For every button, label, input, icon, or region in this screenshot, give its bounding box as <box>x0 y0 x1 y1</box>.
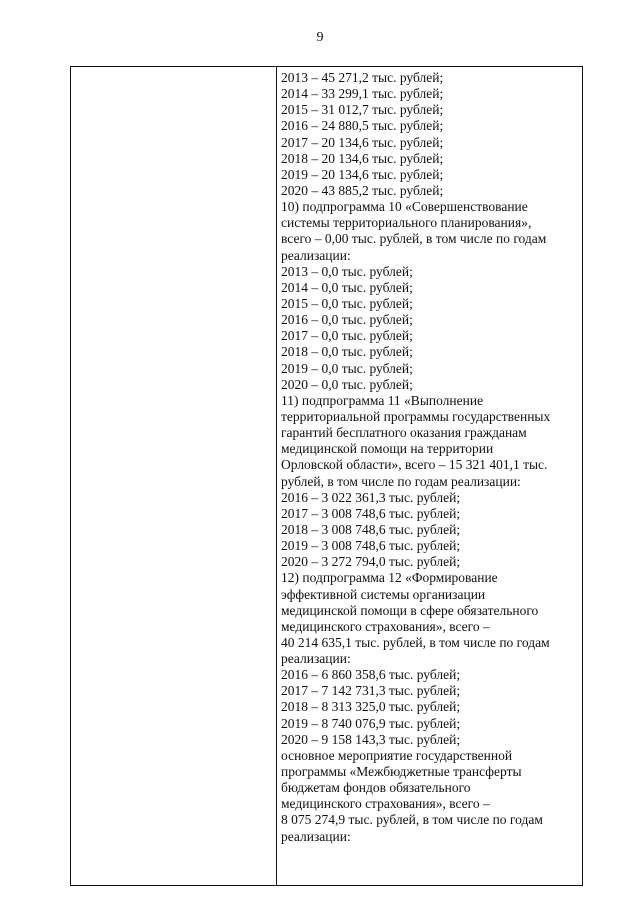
text-line: 2016 – 3 022 361,3 тыс. рублей; <box>281 489 461 505</box>
text-line: 2018 – 0,0 тыс. рублей; <box>281 344 413 360</box>
text-line: 2019 – 0,0 тыс. рублей; <box>281 360 413 376</box>
text-line: 2018 – 20 134,6 тыс. рублей; <box>281 150 444 166</box>
text-line: 2017 – 3 008 748,6 тыс. рублей; <box>281 505 461 521</box>
text-line: 2014 – 0,0 тыс. рублей; <box>281 279 413 295</box>
text-line: 2020 – 43 885,2 тыс. рублей; <box>281 182 444 198</box>
text-line: 12) подпрограмма 12 «Формирование <box>281 570 498 586</box>
text-line: основное мероприятие государственной <box>281 747 513 763</box>
text-line: медицинского страхования», всего – <box>281 796 490 812</box>
text-line: 2014 – 33 299,1 тыс. рублей; <box>281 86 444 102</box>
text-line: рублей, в том числе по годам реализации: <box>281 473 521 489</box>
text-line: медицинской помощи на территории <box>281 441 494 457</box>
text-line: 2020 – 3 272 794,0 тыс. рублей; <box>281 554 461 570</box>
text-line: 2020 – 9 158 143,3 тыс. рублей; <box>281 731 461 747</box>
text-line: 2017 – 7 142 731,3 тыс. рублей; <box>281 683 461 699</box>
text-line: гарантий бесплатного оказания гражданам <box>281 425 527 441</box>
text-line: 2013 – 0,0 тыс. рублей; <box>281 263 413 279</box>
text-line: реализации: <box>281 828 351 844</box>
text-line: 2019 – 20 134,6 тыс. рублей; <box>281 166 444 182</box>
text-line: 2019 – 3 008 748,6 тыс. рублей; <box>281 538 461 554</box>
text-line: 2018 – 8 313 325,0 тыс. рублей; <box>281 699 461 715</box>
text-line: 2017 – 20 134,6 тыс. рублей; <box>281 134 444 150</box>
text-line: 2017 – 0,0 тыс. рублей; <box>281 328 413 344</box>
text-line: программы «Межбюджетные трансферты <box>281 764 522 780</box>
funding-text <box>277 67 582 845</box>
table-row <box>71 67 583 886</box>
table-cell-left <box>71 67 277 886</box>
text-line: медицинского страхования», всего – <box>281 618 490 634</box>
text-line: территориальной программы государственных <box>281 408 551 424</box>
text-line: 2018 – 3 008 748,6 тыс. рублей; <box>281 521 461 537</box>
text-line: 8 075 274,9 тыс. рублей, в том числе по годам <box>281 812 543 828</box>
text-line: 2020 – 0,0 тыс. рублей; <box>281 376 413 392</box>
text-line: системы территориального планирования», <box>281 215 532 231</box>
text-line: медицинской помощи в сфере обязательного <box>281 602 539 618</box>
text-line: 11) подпрограмма 11 «Выполнение <box>281 392 484 408</box>
text-line: 2015 – 31 012,7 тыс. рублей; <box>281 102 444 118</box>
text-line: реализации: <box>281 651 351 667</box>
text-line: 40 214 635,1 тыс. рублей, в том числе по годам <box>281 634 550 650</box>
text-line: реализации: <box>281 247 351 263</box>
table-cell-right <box>277 67 583 886</box>
text-line: эффективной системы организации <box>281 586 486 602</box>
text-line: 10) подпрограмма 10 «Совершенствование <box>281 199 528 215</box>
text-line: 2019 – 8 740 076,9 тыс. рублей; <box>281 715 461 731</box>
text-line: Орловской области», всего – 15 321 401,1 тыс. <box>281 457 548 473</box>
text-line: 2016 – 24 880,5 тыс. рублей; <box>281 118 444 134</box>
text-line: 2016 – 0,0 тыс. рублей; <box>281 312 413 328</box>
funding-table <box>70 66 583 886</box>
text-line: бюджетам фондов обязательного <box>281 780 471 796</box>
text-line: всего – 0,00 тыс. рублей, в том числе по годам <box>281 231 547 247</box>
text-line: 2016 – 6 860 358,6 тыс. рублей; <box>281 667 461 683</box>
page-number: 9 <box>316 30 324 45</box>
text-line: 2013 – 45 271,2 тыс. рублей; <box>281 70 444 85</box>
text-line: 2015 – 0,0 тыс. рублей; <box>281 295 413 311</box>
